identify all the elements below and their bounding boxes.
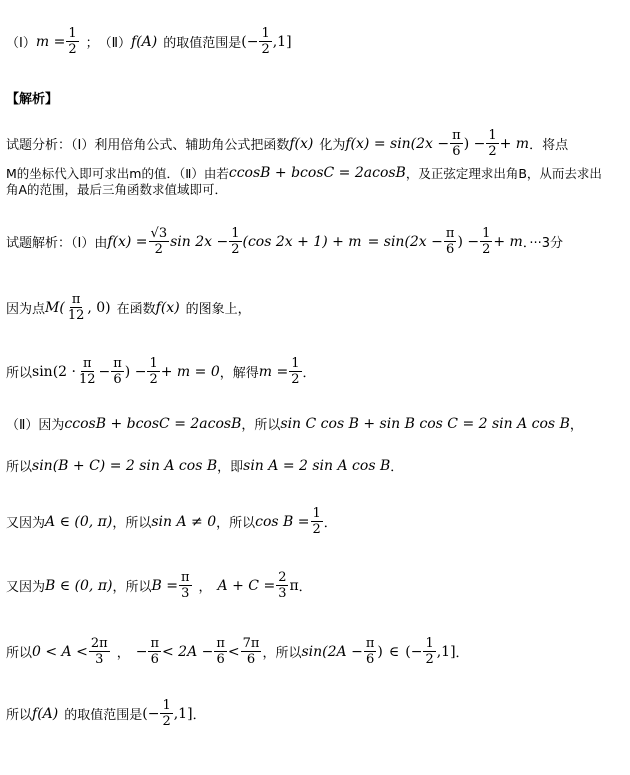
formula: sin C cos B + sin B cos C = 2 sin A cos B xyxy=(280,415,570,432)
fraction: $\frac{2\pi}{3}$ xyxy=(90,636,108,667)
formula: , 0) xyxy=(87,299,111,316)
analysis-text: ．将点 xyxy=(529,138,569,153)
fraction: $\frac{\pi}{6}$ xyxy=(216,636,225,667)
score-note: ．···3分 xyxy=(522,236,564,251)
solution-line-4 xyxy=(6,414,583,433)
formula: (− xyxy=(142,705,160,722)
punctuation: ． xyxy=(302,366,316,381)
solution-line-8 xyxy=(6,636,469,667)
fraction: $\frac{1}{2}$ xyxy=(312,506,321,537)
punctuation: ． xyxy=(192,708,206,723)
analysis-line-1 xyxy=(6,128,568,159)
part2-label: （Ⅱ） xyxy=(98,36,132,51)
fraction: $\frac{\pi}{12}$ xyxy=(78,356,96,387)
separator: ； xyxy=(85,36,99,51)
punctuation: ． xyxy=(455,646,469,661)
analysis-text: 角A的范围，最后三角函数求值域即可． xyxy=(6,182,228,197)
formula: + m = 0 xyxy=(160,363,220,380)
solution-text: ，即 xyxy=(217,460,244,475)
fraction: $\frac{2}{3}$ xyxy=(278,570,287,601)
solution-text: 所以 xyxy=(6,366,33,381)
fraction: $\frac{1}{2}$ xyxy=(482,226,491,257)
m-eq: m = xyxy=(35,33,66,50)
condition: ccosB + bcosC = 2acosB xyxy=(228,165,406,181)
formula: ) xyxy=(377,643,383,660)
range-close: ,1] xyxy=(272,33,292,50)
solution-text: 所以 xyxy=(6,460,33,475)
point-M: M( xyxy=(45,299,65,316)
fraction: $\frac{\pi}{6}$ xyxy=(150,636,159,667)
fraction: $\frac{\pi}{6}$ xyxy=(113,356,122,387)
solution-line-1 xyxy=(6,226,563,257)
solution-text: 又因为 xyxy=(6,580,46,595)
section-title: 【解析】 xyxy=(6,92,59,107)
formula: π xyxy=(289,577,299,594)
fraction: $\frac{1}{2}$ xyxy=(231,226,240,257)
formula: sin A = 2 sin A cos B xyxy=(243,457,391,474)
fraction: $\frac{1}{2}$ xyxy=(68,26,77,57)
formula: ) − xyxy=(463,135,486,152)
fA: f(A) xyxy=(32,705,59,722)
formula: ,1] xyxy=(436,643,456,660)
solution-text: 所以 xyxy=(6,708,33,723)
fraction: $\frac{7\pi}{6}$ xyxy=(242,636,260,667)
fraction: $\frac{1}{2}$ xyxy=(162,698,171,729)
condition: ccosB + bcosC = 2acosB xyxy=(64,415,242,432)
solution-text: ，所以 xyxy=(241,418,281,433)
analysis-text: ，及正弦定理求出角B，从而去求出 xyxy=(405,166,602,181)
formula: − xyxy=(98,363,111,380)
solution-text: ，解得 xyxy=(219,366,259,381)
solution-line-7 xyxy=(6,570,312,601)
fx: f(x) xyxy=(155,299,180,316)
formula: f(x) = sin(2x − xyxy=(345,135,450,152)
formula: sin 2x − xyxy=(170,233,229,250)
fraction: $\frac{\pi}{3}$ xyxy=(180,570,190,601)
punctuation: ． xyxy=(323,516,337,531)
punctuation: ， xyxy=(198,580,212,595)
fraction: $\frac{1}{2}$ xyxy=(149,356,158,387)
fraction: $\frac{\pi}{6}$ xyxy=(452,128,461,159)
formula: A + C = xyxy=(217,577,276,594)
solution-line-9 xyxy=(6,698,206,729)
solution-text: ，所以 xyxy=(112,580,152,595)
formula: ) − xyxy=(457,233,480,250)
fraction: $\frac{\pi}{12}$ xyxy=(67,292,85,323)
formula: B = xyxy=(151,577,178,594)
punctuation: ． xyxy=(390,460,404,475)
part1-label: （Ⅰ） xyxy=(6,36,36,51)
punctuation: ， xyxy=(116,646,130,661)
analysis-text: 试题分析：（Ⅰ）利用倍角公式、辅助角公式把函数 xyxy=(6,138,290,153)
formula: (− xyxy=(405,643,423,660)
formula: (cos 2x + 1) + m xyxy=(242,233,362,250)
formula: sin(B + C) = 2 sin A cos B xyxy=(32,457,218,474)
answer-line xyxy=(6,26,292,57)
solution-text: ，所以 xyxy=(262,646,302,661)
solution-line-2 xyxy=(6,292,251,323)
formula: + m xyxy=(493,233,523,250)
formula: A ∈ (0, π) xyxy=(45,513,113,530)
range-text: 的取值范围是 xyxy=(163,36,242,51)
formula: < 2A − xyxy=(161,643,214,660)
solution-line-5 xyxy=(6,456,403,475)
formula: sin(2A − xyxy=(301,643,363,660)
fraction: $\frac{1}{2}$ xyxy=(291,356,300,387)
solution-text: 又因为 xyxy=(6,516,46,531)
analysis-text: M的坐标代入即可求出m的值．（Ⅱ）由若 xyxy=(6,166,229,181)
fx: f(x) xyxy=(289,135,314,152)
fraction: $\frac{1}{2}$ xyxy=(261,26,270,57)
formula: ,1] xyxy=(173,705,193,722)
fraction: $\frac{\pi}{6}$ xyxy=(365,636,375,667)
fraction: $\frac{√3}{2}$ xyxy=(150,226,168,257)
formula: sin(2 · xyxy=(32,363,76,380)
fraction: $\frac{1}{2}$ xyxy=(425,636,434,667)
solution-line-6 xyxy=(6,506,337,537)
formula: ) − xyxy=(124,363,147,380)
formula: = sin(2x − xyxy=(367,233,443,250)
solution-text: ，所以 xyxy=(112,516,152,531)
formula: ∈ xyxy=(388,643,400,660)
formula: − xyxy=(135,643,148,660)
solution-line-3 xyxy=(6,356,316,387)
solution-text: 试题解析：（Ⅰ）由 xyxy=(6,236,108,251)
solution-text: ，所以 xyxy=(216,516,256,531)
solution-text: 所以 xyxy=(6,646,33,661)
formula: + m xyxy=(499,135,530,152)
punctuation: ， xyxy=(569,418,583,433)
formula: m = xyxy=(258,363,289,380)
formula: 0 < A < xyxy=(32,643,88,660)
formula: sin A ≠ 0 xyxy=(151,513,217,530)
fraction: $\frac{1}{2}$ xyxy=(488,128,497,159)
fraction: $\frac{\pi}{6}$ xyxy=(445,226,455,257)
fx: f(x) = xyxy=(107,233,148,250)
range-open: (− xyxy=(241,33,259,50)
formula: B ∈ (0, π) xyxy=(45,577,113,594)
solution-text: 在函数 xyxy=(116,302,156,317)
solution-text: 因为点 xyxy=(6,302,46,317)
fA: f(A) xyxy=(131,33,158,50)
analysis-line-3 xyxy=(6,180,227,198)
solution-text: 的图象上， xyxy=(185,302,251,317)
analysis-text: 化为 xyxy=(319,138,346,153)
solution-text: （Ⅱ）因为 xyxy=(6,418,65,433)
punctuation: ． xyxy=(298,580,312,595)
solution-text: 的取值范围是 xyxy=(64,708,143,723)
formula: < xyxy=(227,643,240,660)
formula: cos B = xyxy=(255,513,310,530)
